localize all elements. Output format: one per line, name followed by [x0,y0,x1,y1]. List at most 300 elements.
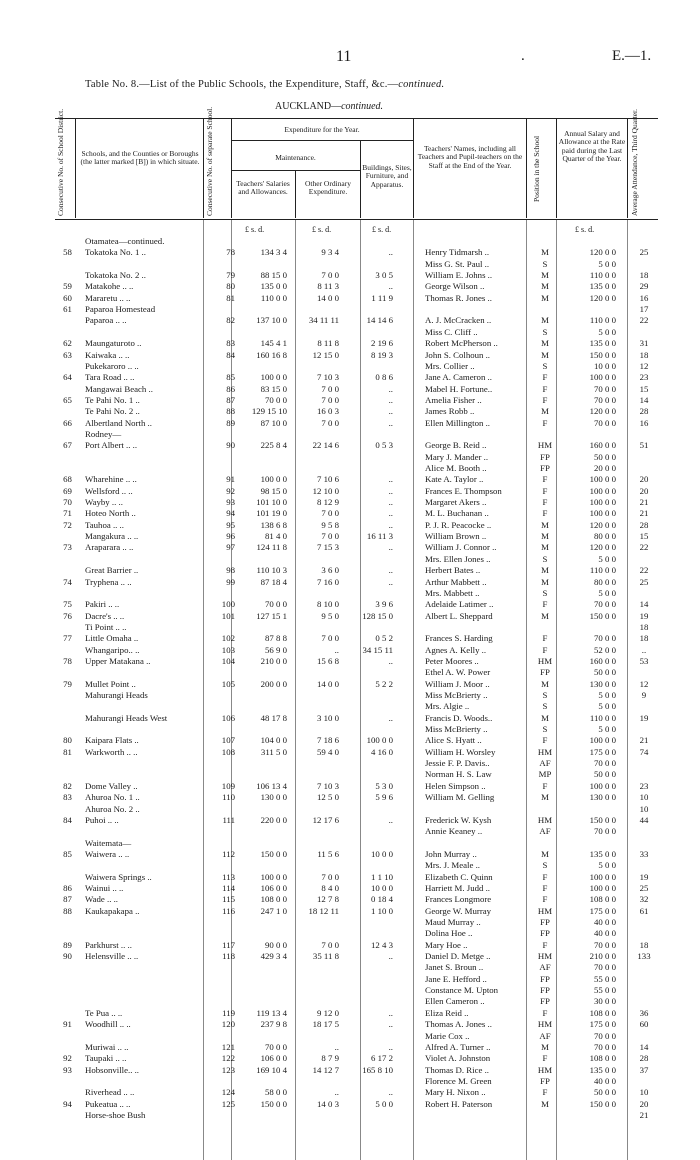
salaries-amount: 311 5 0 [260,746,287,757]
buildings-amount: .. [388,383,393,394]
average-attendance: 10 [639,803,649,814]
other-expenditure: 14 0 0 [317,292,339,303]
salaries-amount: 48 17 8 [260,712,287,723]
position-code: F [542,780,548,791]
table-row [55,236,658,247]
other-expenditure: 7 0 0 [321,531,339,542]
salaries-amount: 70 0 0 [265,1041,287,1052]
school-number: 104 [221,655,235,666]
buildings-amount: 100 0 0 [366,735,393,746]
salaries-amount: 90 0 0 [265,939,287,950]
annual-salary: 5 0 0 [598,587,616,598]
school-name: Mahurangi Heads [85,690,148,700]
buildings-amount: 1 1 10 [371,871,393,882]
buildings-amount: 10 0 0 [371,882,393,893]
position-code: M [541,281,549,292]
average-attendance: 53 [639,655,649,666]
district-number: 83 [63,792,72,803]
salaries-amount: 106 13 4 [256,780,287,791]
salaries-amount: 429 3 4 [260,951,287,962]
position-code: HM [537,746,553,757]
salaries-amount: 200 0 0 [260,678,287,689]
annual-salary: 135 0 0 [589,848,616,859]
table-row [55,406,658,417]
salaries-amount: 247 1 0 [260,905,287,916]
position-code: FP [540,463,550,473]
salaries-amount: 127 15 1 [256,610,287,621]
buildings-amount: 2 19 6 [371,338,393,349]
school-name: Wharehine .. .. [85,474,137,485]
region-heading [275,101,383,112]
school-number: 81 [226,292,235,303]
average-attendance: 31 [639,338,649,349]
district-number: 94 [63,1098,72,1109]
school-name: Mangakura .. .. [85,531,139,542]
salaries-amount: 81 4 0 [265,531,287,542]
header-separate: Consecutive No. of separate School. [205,106,214,216]
table-row [55,701,658,712]
teacher-name: Harriett M. Judd .. [425,882,490,893]
teacher-name: Herbert Bates .. [425,565,481,576]
annual-salary: 40 0 0 [594,928,616,939]
salaries-amount: 135 0 0 [260,281,287,292]
average-attendance: 17 [639,304,649,315]
other-expenditure: 7 0 0 [321,394,339,405]
table-row [55,247,658,258]
school-name: Paparoa Homestead [85,304,156,315]
school-number: 117 [222,939,235,950]
teacher-name: Mary J. Mander .. [425,451,489,462]
school-name: Wellsford .. .. [85,485,133,496]
school-name: Riverhead .. .. [85,1087,135,1098]
school-number: 119 [222,1007,235,1018]
school-number: 112 [222,848,235,859]
teacher-name: Robert H. Paterson [425,1098,493,1109]
table-row [55,304,658,315]
school-name: Waiwera Springs .. [85,871,152,882]
table-row [55,1042,658,1053]
school-number: 111 [222,814,235,825]
annual-salary: 50 0 0 [594,667,616,678]
table-row [55,418,658,429]
position-code: FP [540,996,550,1007]
school-number: 113 [222,871,235,882]
school-number: 115 [222,894,235,905]
table-row [55,656,658,667]
table-row [55,463,658,474]
salaries-amount: 101 10 0 [256,497,287,508]
salaries-amount: 87 8 8 [265,633,287,644]
position-code: F [542,735,548,746]
average-attendance: 22 [639,565,649,576]
teacher-name: Arthur Mabbett .. [425,576,487,587]
position-code: M [541,519,549,530]
salaries-amount: 134 3 4 [260,247,287,258]
district-number: 90 [63,951,72,962]
teacher-name: Mrs. Mabbett .. [425,587,480,598]
other-expenditure: 15 6 8 [317,655,339,666]
table-row [55,1031,658,1042]
school-name: Great Barrier .. [85,565,139,576]
annual-salary: 70 0 0 [594,962,616,973]
salaries-amount: 129 15 10 [251,406,287,417]
teacher-name: Jessie F. P. Davis.. [425,758,490,769]
annual-salary: 70 0 0 [594,826,616,837]
district-number: 92 [63,1053,72,1064]
buildings-amount: .. [388,1019,393,1030]
position-code: F [542,394,548,405]
average-attendance: 14 [639,1041,649,1052]
other-expenditure: .. [334,1041,339,1052]
teacher-name: William M. Gelling [425,792,495,803]
table-row [55,350,658,361]
table-row [55,679,658,690]
average-attendance: 10 [639,1087,649,1098]
district-number: 86 [63,882,72,893]
other-expenditure: .. [334,644,339,655]
school-name: Pakiri .. .. [85,599,120,610]
annual-salary: 52 0 0 [594,644,616,655]
annual-salary: 110 0 0 [589,712,616,723]
average-attendance: 22 [639,315,649,326]
table-row [55,395,658,406]
table-body [55,220,658,1160]
teacher-name: Violet A. Johnston [425,1053,491,1064]
annual-salary: 5 0 0 [598,258,616,269]
table-row [55,293,658,304]
buildings-amount: .. [388,394,393,405]
salaries-amount: 124 11 8 [256,542,287,553]
position-code: S [542,690,548,700]
school-number: 82 [226,315,235,326]
header-divider [556,118,557,218]
position-code: F [542,1087,548,1098]
teacher-name: Mrs. J. Meale .. [425,860,480,871]
position-code: F [542,474,548,485]
table-row [55,872,658,883]
school-number: 95 [226,519,235,530]
school-number: 122 [221,1053,235,1064]
teacher-name: George W. Murray [425,905,492,916]
table-row [55,667,658,678]
table-row [55,747,658,758]
salaries-amount: 83 15 0 [260,383,287,394]
school-name: Ahuroa No. 1 .. [85,792,140,803]
school-number: 118 [222,951,235,962]
position-code: FP [540,973,550,984]
position-code: HM [537,905,553,916]
annual-salary: 120 0 0 [589,292,616,303]
average-attendance: 18 [639,349,649,360]
salaries-amount: 106 0 0 [260,882,287,893]
other-expenditure: 9 12 0 [317,1007,339,1018]
table-row [55,974,658,985]
teacher-name: Mary H. Nixon .. [425,1087,486,1098]
school-number: 110 [222,792,235,803]
teacher-name: Peter Moores .. [425,655,479,666]
annual-salary: 30 0 0 [594,996,616,1007]
annual-salary: 70 0 0 [594,383,616,394]
header-divider [360,140,361,218]
salaries-amount: 119 13 4 [256,1007,287,1018]
position-code: F [542,372,548,383]
position-code: M [541,1098,549,1109]
table-row [55,520,658,531]
other-expenditure: 8 11 3 [317,281,339,292]
salaries-amount: 100 0 0 [260,372,287,383]
teacher-name: Dolina Hoe .. [425,928,473,939]
header-attendance: Average Attendance, Third Quarter. [630,109,639,216]
position-code: F [542,599,548,610]
annual-salary: 80 0 0 [594,531,616,542]
average-attendance: 25 [639,247,649,258]
school-name: Waitemata— [85,837,132,848]
position-code: F [542,508,548,519]
table-row [55,826,658,837]
school-name: Te Pua .. .. [85,1007,123,1018]
table-title-main: Table No. 8.—List of the Public Schools, the Expenditure, Staff, &c.— [85,79,399,90]
other-expenditure: 35 11 8 [312,951,339,962]
buildings-amount: 5 2 2 [375,678,393,689]
salaries-amount: 138 6 8 [260,519,287,530]
header-divider [203,118,204,218]
teacher-name: Thomas D. Rice .. [425,1064,490,1075]
school-name: Ti Point .. .. [85,621,127,632]
position-code: AF [539,758,551,769]
buildings-amount: 0 5 2 [375,633,393,644]
district-number: 64 [63,372,72,383]
school-name: Mahurangi Heads West [85,712,168,723]
school-number: 94 [226,508,235,519]
annual-salary: 5 0 0 [598,690,616,700]
header-divider [526,118,527,218]
table-row [55,531,658,542]
table-row [55,327,658,338]
teacher-name: Elizabeth C. Quinn [425,871,493,882]
position-code: S [542,326,548,337]
buildings-amount: 10 0 0 [371,848,393,859]
annual-salary: 5 0 0 [598,553,616,564]
other-expenditure: 18 12 11 [308,905,339,916]
region-main: AUCKLAND— [275,101,342,112]
position-code: F [542,1053,548,1064]
other-expenditure: 14 0 3 [317,1098,339,1109]
table-row [55,792,658,803]
position-code: FP [540,917,550,927]
buildings-amount: .. [388,1007,393,1018]
average-attendance: 18 [639,621,649,632]
header-divider [295,170,296,218]
average-attendance: 21 [639,1109,649,1120]
other-expenditure: 9 3 4 [321,247,339,258]
average-attendance: 10 [639,792,649,803]
school-name: Maungaturoto .. [85,338,142,349]
salaries-amount: 237 9 8 [260,1019,287,1030]
table-row [55,724,658,735]
salaries-amount: 225 8 4 [260,440,287,451]
school-number: 103 [221,644,235,655]
other-expenditure: 7 0 0 [321,633,339,644]
school-name: Hobsonville.. .. [85,1064,140,1075]
district-number: 89 [63,939,72,950]
average-attendance: 51 [639,440,649,451]
buildings-amount: .. [388,1041,393,1052]
buildings-amount: .. [388,417,393,428]
district-number: 60 [63,292,72,303]
header-buildings: Buildings, Sites, Furniture, and Apparatus. [362,163,412,189]
table-row [55,894,658,905]
district-number: 67 [63,440,72,451]
average-attendance: 16 [639,417,649,428]
annual-salary: 40 0 0 [594,917,616,927]
school-number: 93 [226,497,235,508]
school-name: Helensville .. .. [85,951,139,962]
table-row [55,440,658,451]
annual-salary: 80 0 0 [594,576,616,587]
position-code: S [542,701,548,712]
annual-salary: 70 0 0 [594,394,616,405]
teacher-name: William Brown .. [425,531,487,542]
position-code: FP [540,985,550,996]
buildings-amount: 14 14 6 [366,315,393,326]
buildings-amount: .. [388,485,393,496]
school-number: 86 [226,383,235,394]
table-title [85,79,625,90]
buildings-amount: 3 9 6 [375,599,393,610]
teacher-name: Miss G. St. Paul .. [425,258,490,269]
position-code: F [542,644,548,655]
salaries-amount: 108 0 0 [260,894,287,905]
buildings-amount: 0 5 3 [375,440,393,451]
other-expenditure: 7 10 3 [317,372,339,383]
teacher-name: Ethel A. W. Power [425,667,491,678]
annual-salary: 50 0 0 [594,769,616,780]
other-expenditure: 12 5 0 [317,792,339,803]
school-name: Wainui .. .. [85,882,124,893]
school-number: 87 [226,394,235,405]
school-name: Te Pahi No. 2 .. [85,406,140,417]
table-row [55,769,658,780]
position-code: M [541,1041,549,1052]
school-name: Dacre's .. .. [85,610,125,621]
school-name: Matakohe .. .. [85,281,134,292]
district-number: 78 [63,655,72,666]
salaries-amount: 104 0 0 [260,735,287,746]
annual-salary: 110 0 0 [589,315,616,326]
school-number: 124 [221,1087,235,1098]
table-row [55,622,658,633]
position-code: M [541,315,549,326]
other-expenditure: 7 0 0 [321,871,339,882]
table-row [55,996,658,1007]
other-expenditure: 12 17 6 [312,814,339,825]
teacher-name: William H. Worsley [425,746,496,757]
table-row [55,361,658,372]
position-code: F [542,497,548,508]
teacher-name: Francis D. Woods.. [425,712,493,723]
annual-salary: 130 0 0 [589,678,616,689]
annual-salary: 50 0 0 [594,1087,616,1098]
teacher-name: Miss McBrierty .. [425,690,488,700]
school-number: 101 [221,610,235,621]
teacher-name: Mrs. Algie .. [425,701,470,712]
annual-salary: 110 0 0 [589,270,616,281]
table-row [55,1019,658,1030]
header-divider [627,118,628,218]
other-expenditure: 8 4 0 [321,882,339,893]
average-attendance: 14 [639,599,649,610]
school-name: Tauhoa .. .. [85,519,124,530]
average-attendance: 36 [639,1007,649,1018]
annual-salary: 120 0 0 [589,542,616,553]
teacher-name: Henry Tidmarsh .. [425,247,490,258]
table-row [55,985,658,996]
salaries-amount: 87 18 4 [260,576,287,587]
teacher-name: Agnes A. Kelly .. [425,644,487,655]
teacher-name: P. J. R. Peacocke .. [425,519,492,530]
average-attendance: 19 [639,712,649,723]
district-number: 74 [63,576,72,587]
other-expenditure: 12 15 0 [312,349,339,360]
other-expenditure: 12 10 0 [312,485,339,496]
salaries-amount: 106 0 0 [260,1053,287,1064]
teacher-name: James Robb .. [425,406,475,417]
position-code: M [541,270,549,281]
table-row [55,542,658,553]
buildings-amount: .. [388,247,393,258]
buildings-amount: .. [388,542,393,553]
salaries-amount: 70 0 0 [265,599,287,610]
district-number: 81 [63,746,72,757]
annual-salary: 100 0 0 [589,497,616,508]
teacher-name: John Murray .. [425,848,477,859]
annual-salary: 70 0 0 [594,939,616,950]
school-name: Horse-shoe Bush [85,1109,146,1120]
school-number: 97 [226,542,235,553]
table-row [55,906,658,917]
annual-salary: 120 0 0 [589,406,616,417]
average-attendance: 12 [639,360,649,371]
other-expenditure: 7 0 0 [321,508,339,519]
school-number: 89 [226,417,235,428]
buildings-amount: 0 18 4 [371,894,393,905]
district-number: 61 [63,304,72,315]
table-row [55,849,658,860]
school-name: Little Omaha .. [85,633,139,644]
annual-salary: 5 0 0 [598,724,616,735]
buildings-amount: 5 0 0 [375,1098,393,1109]
buildings-amount: .. [388,474,393,485]
other-expenditure: 16 0 3 [317,406,339,417]
teacher-name: Frederick W. Kysh [425,814,492,825]
table-row [55,1065,658,1076]
table-row [55,486,658,497]
teacher-name: Frances S. Harding [425,633,493,644]
average-attendance: 20 [639,1098,649,1109]
school-number: 114 [222,882,235,893]
school-name: Wade .. .. [85,894,119,905]
teacher-name: Ellen Millington .. [425,417,490,428]
average-attendance: 33 [639,848,649,859]
teacher-name: Florence M. Green [425,1075,492,1086]
salaries-amount: 150 0 0 [260,848,287,859]
teacher-name: Mrs. Ellen Jones .. [425,553,491,564]
other-expenditure: 7 0 0 [321,270,339,281]
district-number: 58 [63,247,72,258]
table-row [55,690,658,701]
header-position: Position in the School [532,135,541,203]
annual-salary: 110 0 0 [589,565,616,576]
